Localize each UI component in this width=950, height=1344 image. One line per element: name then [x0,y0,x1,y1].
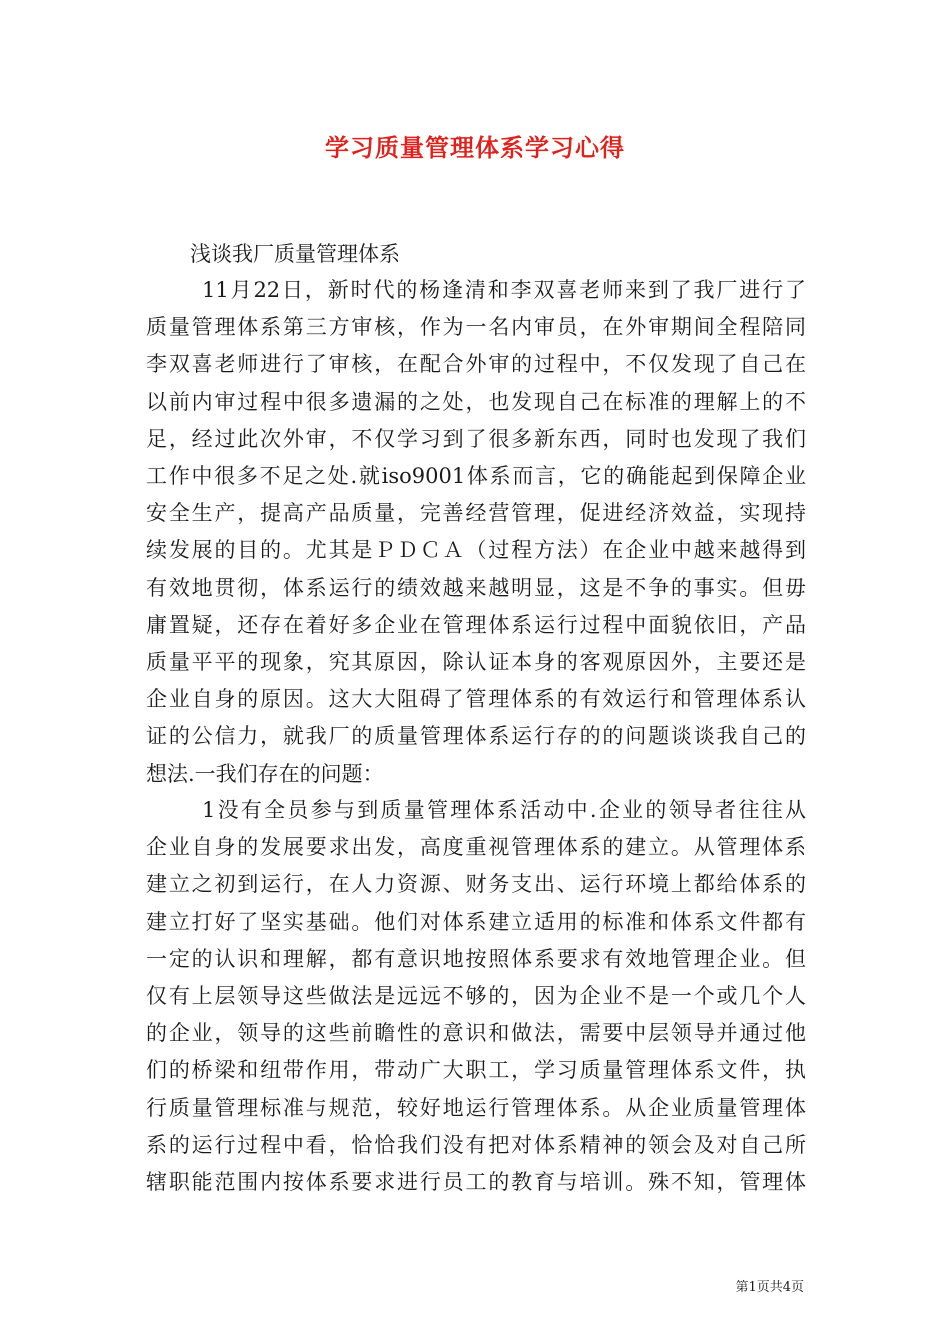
text-line: 企业自身的原因。这大大阻碍了管理体系的有效运行和管理体系认 [146,687,806,712]
text-line: 仅有上层领导这些做法是远远不够的，因为企业不是一个或几个人 [146,984,806,1009]
text-line: 1没有全员参与到质量管理体系活动中.企业的领导者往往从 [202,798,806,822]
text-line: 辖职能范围内按体系要求进行员工的教育与培训。殊不知，管理体 [146,1170,806,1195]
text-line: 11月22日，新时代的杨逢清和李双喜老师来到了我厂进行了 [202,278,806,302]
text-line: 质量平平的现象，究其原因，除认证本身的客观原因外，主要还是 [146,650,806,675]
text-line: 系的运行过程中看，恰恰我们没有把对体系精神的领会及对自己所 [146,1132,806,1157]
text-line: 建立之初到运行，在人力资源、财务支出、运行环境上都给体系的 [146,872,806,897]
text-line: 足，经过此次外审，不仅学习到了很多新东西，同时也发现了我们 [146,426,806,451]
text-line: 证的公信力，就我厂的质量管理体系运行存的的问题谈谈我自己的 [146,724,806,749]
text-line: 建立打好了坚实基础。他们对体系建立适用的标准和体系文件都有 [146,909,806,934]
text-line: 行质量管理标准与规范，较好地运行管理体系。从企业质量管理体 [146,1095,806,1120]
page-number-footer: 第1页共4页 [735,1280,804,1295]
text-line: 有效地贯彻，体系运行的绩效越来越明显，这是不争的事实。但毋 [146,575,806,600]
text-line: 李双喜老师进行了审核，在配合外审的过程中，不仅发现了自己在 [146,352,806,377]
text-line: 们的桥梁和纽带作用，带动广大职工，学习质量管理体系文件，执 [146,1058,806,1083]
text-line: 续发展的目的。尤其是ＰＤＣＡ（过程方法）在企业中越来越得到 [146,538,806,563]
text-line: 安全生产，提高产品质量，完善经营管理，促进经济效益，实现持 [146,501,806,526]
text-line: 以前内审过程中很多遗漏的之处，也发现自己在标准的理解上的不 [146,389,806,414]
text-line: 一定的认识和理解，都有意识地按照体系要求有效地管理企业。但 [146,946,806,971]
text-line: 质量管理体系第三方审核，作为一名内审员，在外审期间全程陪同 [146,315,806,340]
text-line: 工作中很多不足之处.就iso9001体系而言，它的确能起到保障企业 [146,464,806,489]
paragraph-2 [146,792,806,1201]
text-line: 的企业，领导的这些前瞻性的意识和做法，需要中层领导并通过他 [146,1021,806,1046]
page-title: 学习质量管理体系学习心得 [325,133,625,162]
document-subtitle: 浅谈我厂质量管理体系 [190,242,400,266]
text-line: 想法.一我们存在的问题： [146,761,384,786]
text-line: 企业自身的发展要求出发，高度重视管理体系的建立。从管理体系 [146,835,806,860]
text-line: 庸置疑，还存在着好多企业在管理体系运行过程中面貌依旧，产品 [146,612,806,637]
paragraph-1 [146,272,806,793]
